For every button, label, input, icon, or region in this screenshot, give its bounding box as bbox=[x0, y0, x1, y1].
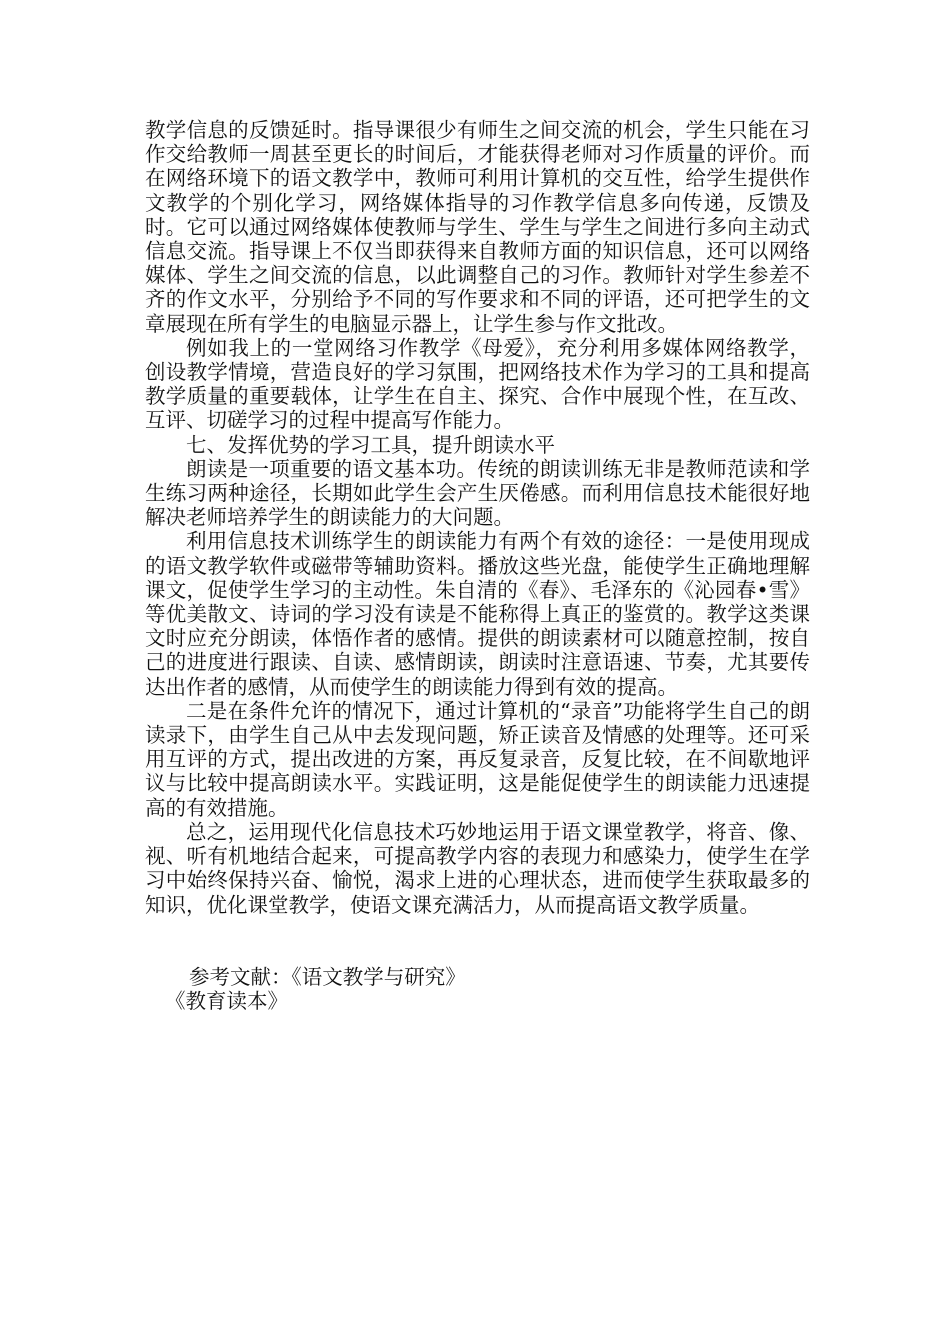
paragraph-reading-basics: 朗读是一项重要的语文基本功。传统的朗读训练无非是教师范读和学生练习两种途径，长期如此学生会产生厌倦感。而利用信息技术能很好地解决老师培养学生的朗读能力的大问题。 bbox=[145, 456, 810, 530]
references bbox=[145, 965, 810, 1013]
paragraph-reading-methods: 利用信息技术训练学生的朗读能力有两个有效的途径：一是使用现成的语文教学软件或磁带等辅助资料。播放这些光盘，能使学生正确地理解课文，促使学生学习的主动性。朱自清的《春》、毛泽东的《沁园春•雪》等优美散文、诗词的学习没有读是不能称得上真正的鉴赏的。教学这类课文时应充分朗读，体悟作者的感情。提供的朗读素材可以随意控制，按自己的进度进行跟读、自读、感情朗读，朗读时注意语速、节奏，尤其要传达出作者的感情，从而使学生的朗读能力得到有效的提高。 bbox=[145, 529, 810, 699]
paragraph-feedback: 教学信息的反馈延时。指导课很少有师生之间交流的机会，学生只能在习作交给教师一周甚至更长的时间后，才能获得老师对习作质量的评价。而在网络环境下的语文教学中，教师可利用计算机的交互性，给学生提供作文教学的个别化学习，网络媒体指导的习作教学信息多向传递，反馈及时。它可以通过网络媒体使教师与学生、学生与学生之间进行多向主动式信息交流。指导课上不仅当即获得来自教师方面的知识信息，还可以网络媒体、学生之间交流的信息，以此调整自己的习作。教师针对学生参差不齐的作文水平，分别给予不同的写作要求和不同的评语，还可把学生的文章展现在所有学生的电脑显示器上，让学生参与作文批改。 bbox=[145, 118, 810, 336]
paragraph-conclusion: 总之，运用现代化信息技术巧妙地运用于语文课堂教学，将音、像、视、听有机地结合起来，可提高教学内容的表现力和感染力，使学生在学习中始终保持兴奋、愉悦，渴求上进的心理状态，进而使学生获取最多的知识，优化课堂教学，使语文课充满活力，从而提高语文教学质量。 bbox=[145, 819, 810, 917]
document-page bbox=[145, 118, 810, 1013]
reference-line-1: 参考文献：《语文教学与研究》 bbox=[189, 964, 466, 989]
reference-line-2: 《教育读本》 bbox=[165, 988, 288, 1013]
section-heading-seven: 七、发挥优势的学习工具，提升朗读水平 bbox=[186, 432, 555, 457]
paragraph-recording: 二是在条件允许的情况下，通过计算机的“录音”功能将学生自己的朗读录下，由学生自己从中去发现问题，矫正读音及情感的处理等。还可采用互评的方式，提出改进的方案，再反复录音，反复比较，在不间歇地评议与比较中提高朗读水平。实践证明，这是能促使学生的朗读能力迅速提高的有效措施。 bbox=[145, 698, 810, 820]
paragraph-example-lesson: 例如我上的一堂网络习作教学《母爱》，充分利用多媒体网络教学，创设教学情境，营造良好的学习氛围，把网络技术作为学习的工具和提高教学质量的重要载体，让学生在自主、探究、合作中展现个性，在互改、互评、切磋学习的过程中提高写作能力。 bbox=[145, 335, 810, 433]
